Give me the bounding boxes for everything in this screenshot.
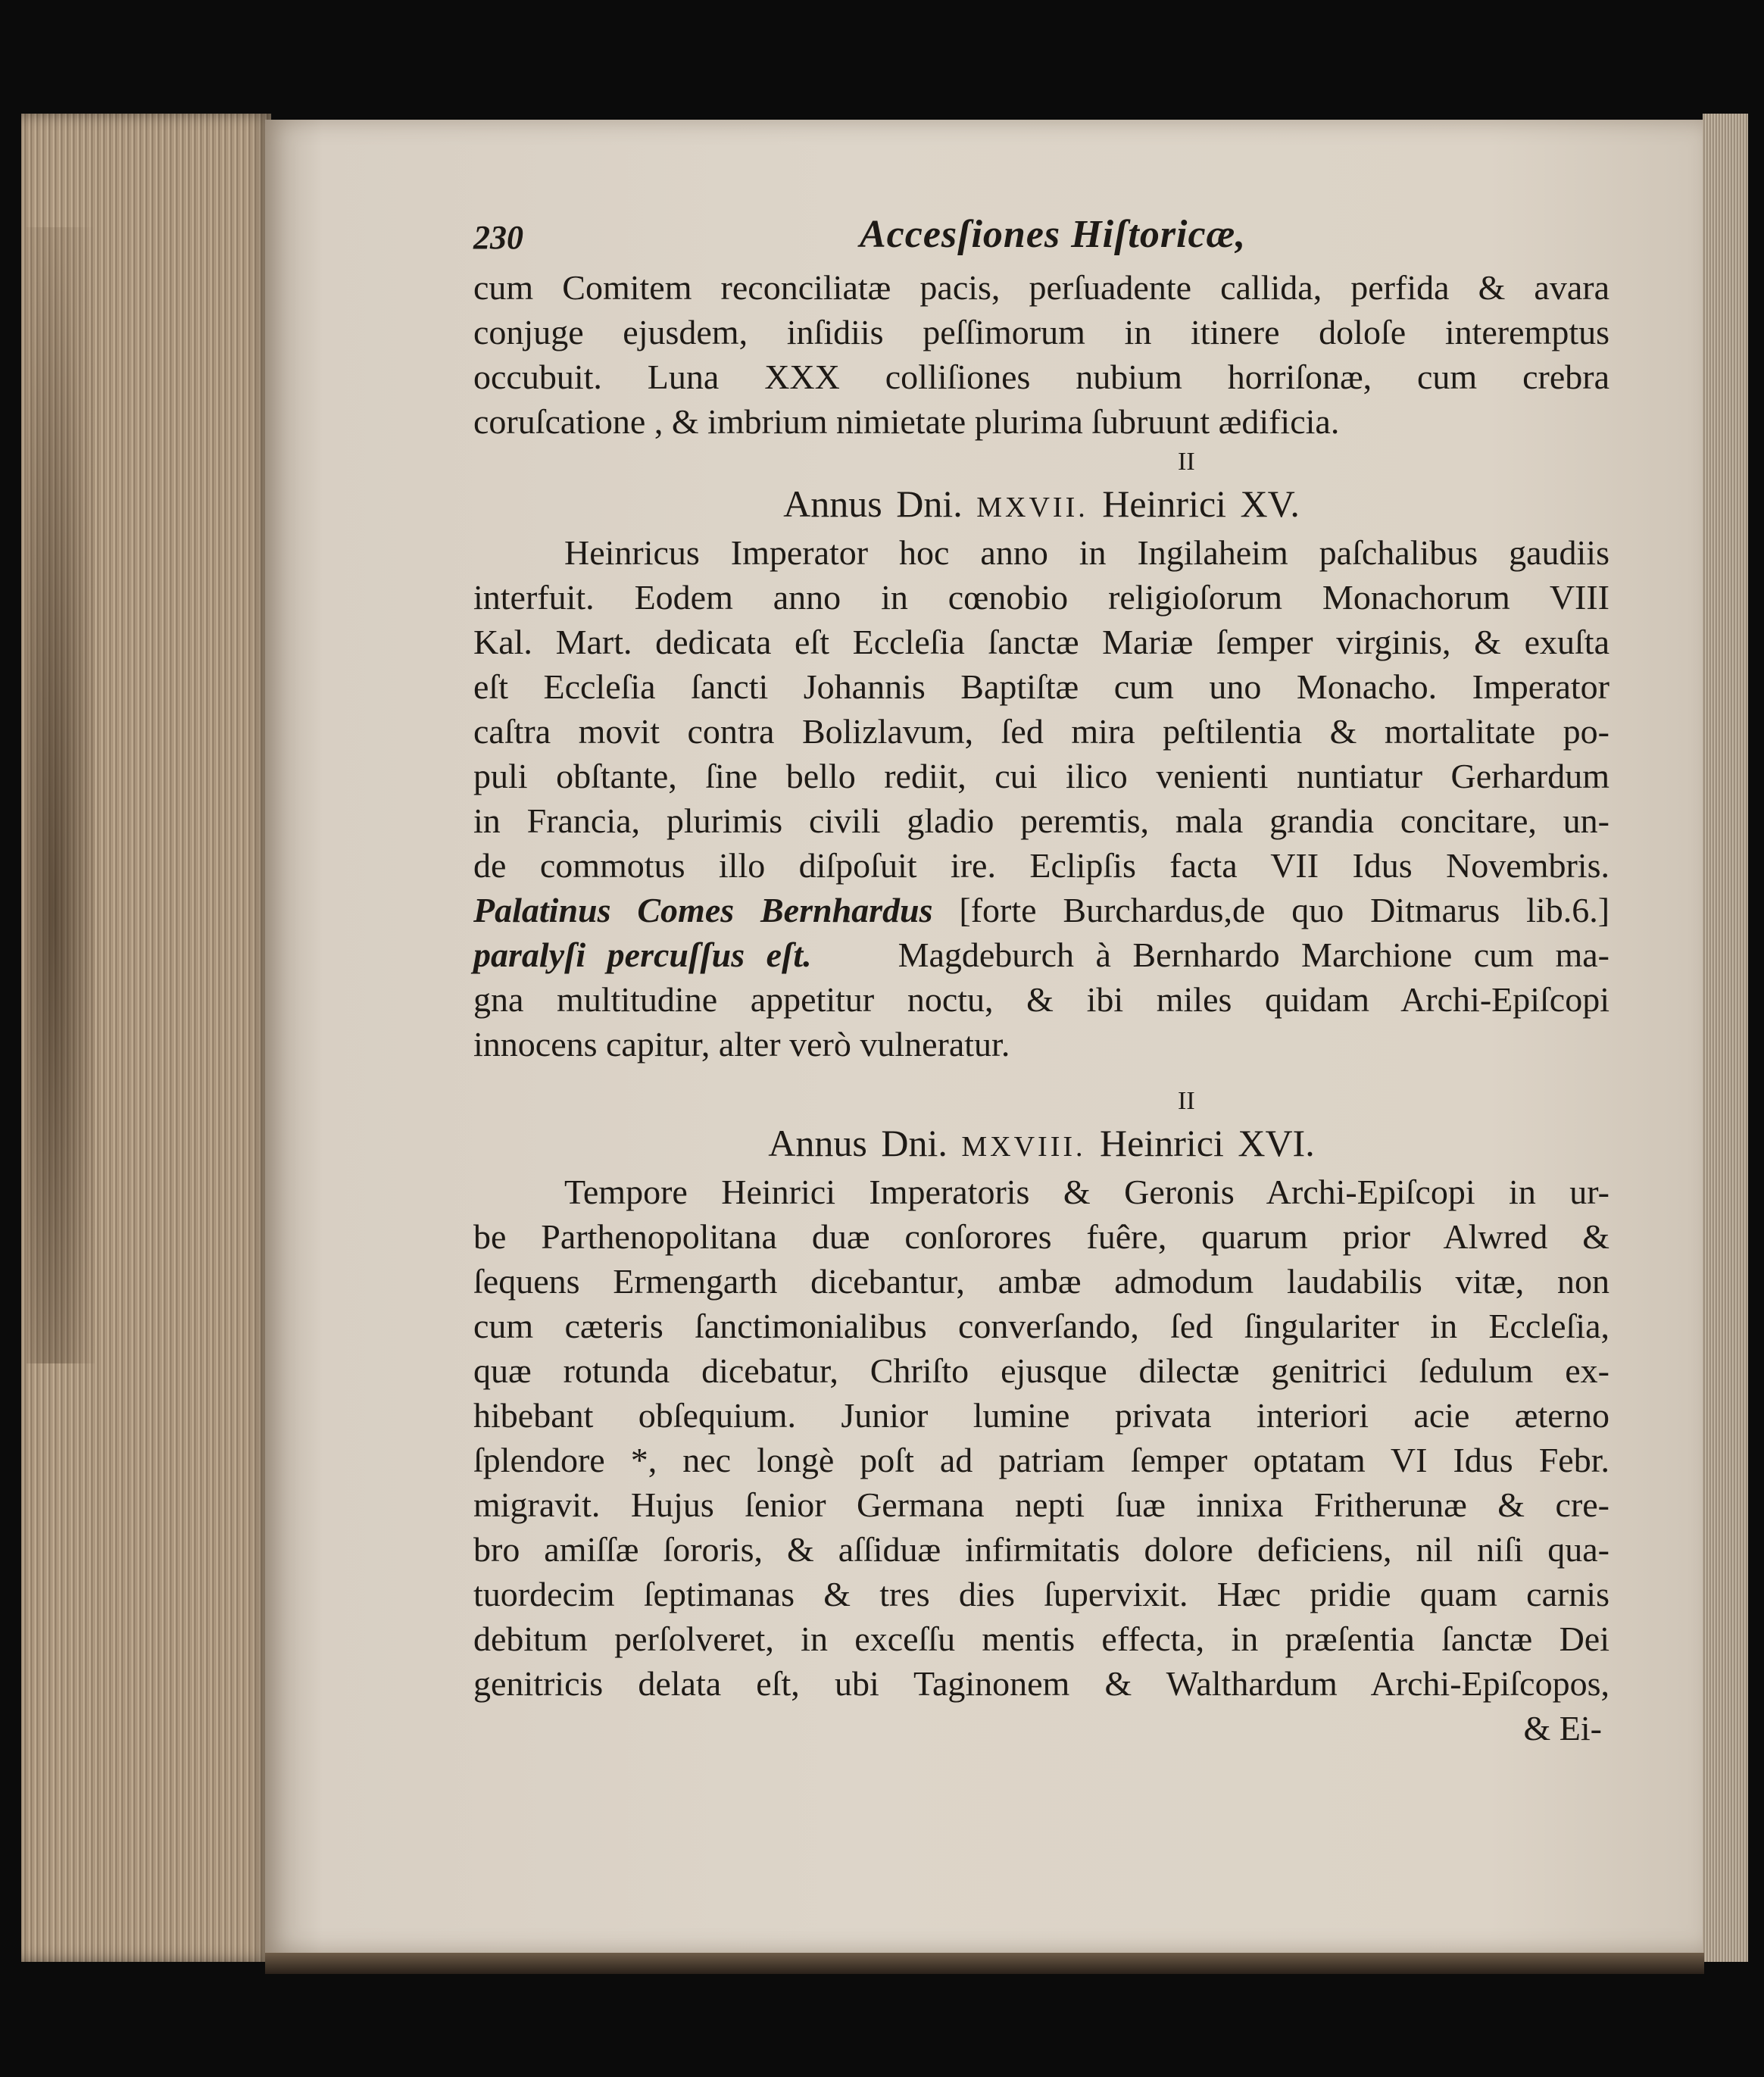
text-line: [473, 932, 1609, 977]
text-line: Heinricus Imperator hoc anno in Ingilaheim paſchalibus gaudiis: [564, 533, 1609, 572]
page-stain: [27, 227, 95, 1363]
text-line: eſt Eccleſia ſancti Johannis Baptiſtæ cum uno Monacho. Imperator: [473, 667, 1609, 706]
catchword: & Ei-: [1523, 1709, 1602, 1747]
section-number: II: [1178, 448, 1195, 476]
text-line: be Parthenopolitana duæ conſorores fuêre, quarum prior Alwred &: [473, 1217, 1609, 1256]
text-line: gna multitudine appetitur noctu, & ibi miles quidam Archi-Epiſcopi: [473, 980, 1609, 1019]
text-line: Tempore Heinrici Imperatoris & Geronis Archi-Epiſcopi in ur-: [564, 1173, 1609, 1211]
roman-phrase: Magdeburch à Bernhardo Marchione cum ma-: [898, 935, 1609, 974]
heading-reign: Heinrici XV.: [1102, 483, 1300, 525]
heading-annus: Annus Dni.: [783, 483, 963, 525]
section-heading: [473, 1117, 1609, 1170]
text-line: cum Comitem reconciliatæ pacis, perſuadente callida, perfida & avara: [473, 268, 1609, 307]
right-page-edges: [1703, 114, 1748, 1962]
heading-annus: Annus Dni.: [768, 1122, 948, 1164]
text-line: bro amiſſæ ſororis, & aſſiduæ infirmitatis dolore deficiens, nil niſi qua-: [473, 1530, 1609, 1569]
heading-reign: Heinrici XVI.: [1100, 1122, 1315, 1164]
paragraph-2: [473, 530, 1609, 1067]
text-line: debitum perſolveret, in exceſſu mentis effecta, in præſentia ſanctæ Dei: [473, 1619, 1609, 1658]
section-number: II: [1178, 1087, 1195, 1115]
heading-year: MXVII.: [976, 492, 1088, 523]
text-line: caſtra movit contra Bolizlavum, ſed mira peſtilentia & mortalitate po-: [473, 712, 1609, 751]
bracket-note: [forte Burchardus,de quo Ditmarus lib.6.]: [959, 891, 1610, 929]
page-header: [473, 205, 1609, 265]
heading-year: MXVIII.: [961, 1131, 1086, 1163]
text-line: ſplendore *, nec longè poſt ad patriam ſemper optatam VI Idus Febr.: [473, 1441, 1609, 1479]
text-line: in Francia, plurimis civili gladio peremtis, mala grandia concitare, un-: [473, 801, 1609, 840]
running-title: Accesſiones Hiſtoricæ,: [860, 213, 1247, 256]
text-line: cum cæteris ſanctimonialibus converſando, ſed ſingulariter in Eccleſia,: [473, 1307, 1609, 1345]
text-line: conjuge ejusdem, inſidiis peſſimorum in itinere doloſe interemptus: [473, 313, 1609, 351]
text-line: occubuit. Luna XXX colliſiones nubium horriſonæ, cum crebra: [473, 358, 1609, 396]
section-heading: [473, 477, 1609, 530]
text-line: [473, 888, 1609, 932]
text-line: Kal. Mart. dedicata eſt Eccleſia ſanctæ Mariæ ſemper virginis, & exuſta: [473, 623, 1609, 661]
bottom-page-edge: [265, 1953, 1704, 1974]
text-line: innocens capitur, alter verò vulneratur.: [473, 1025, 1010, 1063]
text-line: tuordecim ſeptimanas & tres dies ſupervixit. Hæc pridie quam carnis: [473, 1575, 1609, 1613]
italic-phrase: paralyſi percuſſus eſt.: [473, 935, 812, 974]
text-line: de commotus illo diſpoſuit ire. Eclipſis facta VII Idus Novembris.: [473, 846, 1609, 885]
paragraph-3: [473, 1170, 1609, 1706]
page-text: [473, 205, 1609, 1751]
text-line: interfuit. Eodem anno in cœnobio religioſorum Monachorum VIII: [473, 578, 1609, 617]
text-line: genitricis delata eſt, ubi Taginonem & Walthardum Archi-Epiſcopos,: [473, 1664, 1609, 1703]
text-line: quæ rotunda dicebatur, Chriſto ejusque dilectæ genitrici ſedulum ex-: [473, 1351, 1609, 1390]
page-number: 230: [473, 219, 523, 256]
text-line: migravit. Hujus ſenior Germana nepti ſuæ innixa Fritherunæ & cre-: [473, 1485, 1609, 1524]
text-line: puli obſtante, ſine bello rediit, cui ilico venienti nuntiatur Gerhardum: [473, 757, 1609, 795]
text-line: hibebant obſequium. Junior lumine privata interiori acie æterno: [473, 1396, 1609, 1435]
text-line: coruſcatione , & imbrium nimietate plurima ſubruunt ædificia.: [473, 402, 1340, 441]
text-line: ſequens Ermengarth dicebantur, ambæ admodum laudabilis vitæ, non: [473, 1262, 1609, 1301]
italic-phrase: Palatinus Comes Bernhardus: [473, 891, 933, 929]
paragraph-1: [473, 265, 1609, 444]
